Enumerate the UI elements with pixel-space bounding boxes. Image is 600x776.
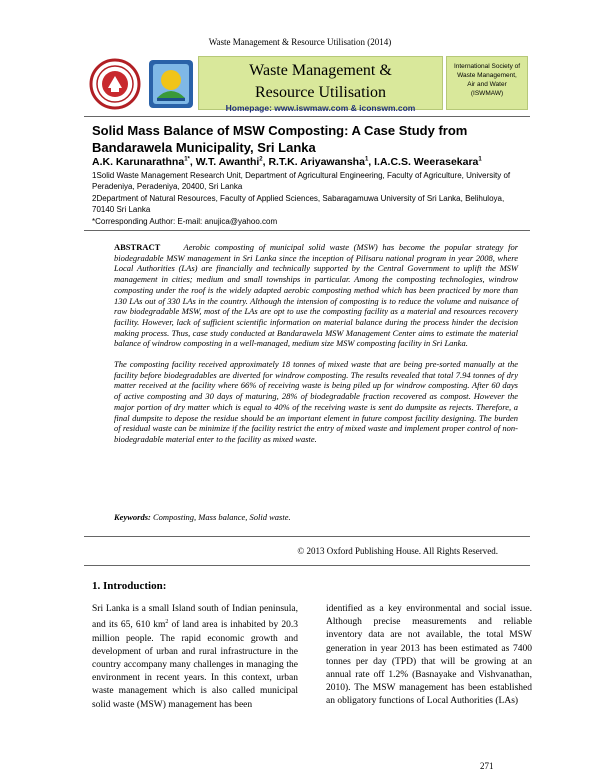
journal-banner bbox=[198, 56, 443, 113]
university-seal-logo bbox=[89, 58, 141, 110]
corresponding-author: *Corresponding Author: E-mail: anujica@yahoo.com bbox=[92, 217, 278, 226]
society-line4: (ISWMAW) bbox=[470, 90, 504, 97]
abstract-label: ABSTRACT bbox=[114, 242, 161, 252]
keywords-text: Composting, Mass balance, Solid waste. bbox=[152, 512, 291, 522]
running-header: Waste Management & Resource Utilisation (2014) bbox=[208, 37, 392, 47]
section-heading: 1. Introduction: bbox=[92, 580, 167, 592]
keywords-label: Keywords: bbox=[114, 512, 151, 522]
journal-homepage-link[interactable]: Homepage: www.iswmaw.com & iconswm.com bbox=[225, 103, 416, 113]
affiliation-2: 2Department of Natural Resources, Faculty of Applied Sciences, Sabaragamuwa University of Sri Lanka, Belihuloya, 70140 Sri Lanka bbox=[92, 194, 505, 214]
society-line2: Waste Management, bbox=[457, 72, 517, 79]
society-line1: International Society of bbox=[453, 63, 521, 70]
copyright-divider bbox=[84, 565, 530, 566]
society-emblem-logo bbox=[147, 58, 195, 110]
affiliation-1: 1Solid Waste Management Research Unit, Department of Agricultural Engineering, Faculty of Agriculture, University of Peradeniya, Peradeniya, 20400, Sri Lanka bbox=[92, 171, 511, 191]
header-divider bbox=[84, 230, 530, 231]
journal-title-line2: Resource Utilisation bbox=[254, 84, 387, 101]
abstract-divider bbox=[84, 536, 530, 537]
author-list: A.K. Karunarathna$^{1*}$, W.T. Awanthi$^2$, R.T.K. Ariyawansha$^1$, I.A.C.S. Weerasekara$^1$ bbox=[92, 156, 482, 168]
article-title: Solid Mass Balance of MSW Composting: A Case Study from Bandarawela Municipality, Sri Lanka bbox=[92, 123, 468, 155]
journal-title-line1: Waste Management & bbox=[249, 62, 392, 79]
body-column-2: identified as a key environmental and social issue. Although precise measurements and reliable inventory data are not available, the total MSW generation in year 2013 has been estimated as 7400 tonnes per day (TPD) that will be growing at an annual rate off 1.2% (Basnayake and Vishvanathan, 2010). The MSW management has been established an obligatory functions of Local Authorities (LAs) bbox=[326, 604, 532, 707]
abstract-paragraph-2: The composting facility received approximately 18 tonnes of mixed waste that are being pre-sorted manually at the facility before biodegradables are diverted for windrow composting. The results revealed that total 7.94 tonnes of dry matter received at the facility where 66% of receiving waste is being piled up for windrow composting. After 60 days of active composting and 30 days of maturing, 28% of biodegradable fraction recovered as compost. However the major portion of dry matter which is equal to 40% of the receiving waste is sent do dumpsite as rejects. Therefore, a final dumpsite to depose the residue should be an important element in future compost facility designing. The burden of residual waste can be minimize if the facility restrict the entry of mixed waste and implement proper control of non-biodegradable material enter to the facility as mixed waste. bbox=[114, 359, 518, 444]
abstract-paragraph-1: Aerobic composting of municipal solid waste (MSW) has become the popular strategy for biodegradable MSW management in Sri Lanka since the inception of Pilisaru national program in year 2008, where Local Authorities (LAs) are financially and technically supported by the Central Government to uplift the MSW management in cities; medium and small townships in particular. Among the composting technologies, windrow composting under the roof is the widely adapted aerobic composting method which has been practiced by more than 130 LAs out of 330 LAs in the country. Although the intension of composting is to reduce the volume and nuisance of raw biodegradable MSW, most of the LAs are opt to use the composting facility as a material and resources recovery facility. However, lack of sufficient scientific information on material balance during the process hinder the decision making process. Thus, case study conducted at Bandarawela MSW Management Center aims to estimate the material balance of windrow composting in a well-managed, medium size MSW composting facility in Sri Lanka. bbox=[114, 242, 519, 349]
abstract bbox=[114, 242, 518, 455]
copyright-notice: © 2013 Oxford Publishing House. All Rights Reserved. bbox=[297, 546, 498, 556]
society-box bbox=[446, 56, 528, 110]
keywords bbox=[114, 512, 518, 522]
society-line3: Air and Water bbox=[467, 81, 507, 88]
body-column-1: Sri Lanka is a small Island south of Indian peninsula, and its 65, 610 $km^2$ of land area is inhabited by 20.3 million people. The rapid economic growth and development of urban and rural infrastructure in the country accompany many challenges in managing the environment in recent years. In this context, urban waste management which is also called municipal solid waste (MSW) management has been bbox=[92, 604, 298, 710]
banner-divider bbox=[84, 116, 530, 117]
page-number: 271 bbox=[480, 761, 494, 771]
